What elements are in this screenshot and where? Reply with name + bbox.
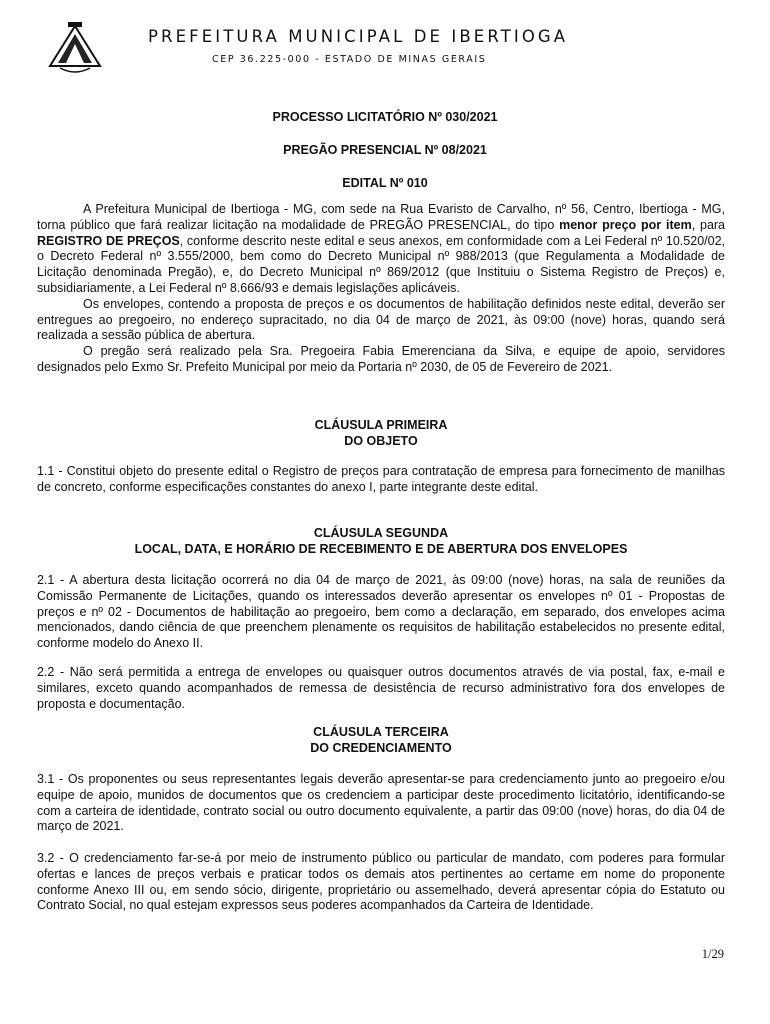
clause-1-paragraph: 1.1 - Constitui objeto do presente edital o Registro de preços para contratação de empresa para fornecimento de manilhas de concreto, conforme especificações constantes do anexo I, parte integrante deste edital. bbox=[37, 464, 725, 494]
bold-criterion: menor preço por item bbox=[559, 217, 692, 232]
clause-3-heading: CLÁUSULA TERCEIRA DO CREDENCIAMENTO bbox=[310, 725, 452, 755]
bold-registro: REGISTRO DE PREÇOS bbox=[37, 233, 180, 248]
clause-3-paragraph-1: 3.1 - Os proponentes ou seus representantes legais deverão apresentar-se para credenciamento junto ao pregoeiro e/ou equipe de apoio, munidos de documentos que os credenciem a participar deste procedimento licitatório, identificando-se com a carteira de identidade, contrato social ou outro documento equivalente, a partir das 09:00 (nove) horas, do dia 04 de março de 2021. bbox=[37, 772, 725, 834]
clause-1-heading: CLÁUSULA PRIMEIRA DO OBJETO bbox=[314, 418, 448, 448]
page-number: 1/29 bbox=[701, 947, 724, 961]
clause-3-paragraph-2: 3.2 - O credenciamento far-se-á por meio de instrumento público ou particular de mandato, com poderes para formular ofertas e lances de preços verbais e praticar todos os demais atos pertinentes ao certame em nome do proponente conforme Anexo III ou, em sendo sócio, dirigente, proprietário ou assemelhado, deverá apresentar cópia do Estatuto ou Contrato Social, no qual estejam expressos seus poderes acompanhados da Carteira de Identidade. bbox=[37, 851, 725, 913]
clause-2-paragraph-1: 2.1 - A abertura desta licitação ocorrerá no dia 04 de março de 2021, às 09:00 (nove) horas, na sala de reuniões da Comissão Permanente de Licitações, quando os interessados deverão apresentar os envelopes nº 01 - Propostas de preços e nº 02 - Documentos de habilitação ao pregoeiro, bem como a declaração, em separado, dos envelopes acima mencionados, dando ciência de que preenchem plenamente os requisitos de habilitação estabelecidos no presente edital, conforme modelo do Anexo II. bbox=[37, 573, 725, 651]
municipality-subtitle: CEP 36.225-000 - ESTADO DE MINAS GERAIS bbox=[212, 54, 487, 65]
process-number: PROCESSO LICITATÓRIO Nº 030/2021 bbox=[272, 110, 498, 124]
intro-paragraph-1: A Prefeitura Municipal de Ibertioga - MG, com sede na Rua Evaristo de Carvalho, nº 56, Centro, Ibertioga - MG, torna público que fará realizar licitação na modalidade de PREGÃO PRESENCIAL, do tipo menor preço por item, para REGISTRO DE PREÇOS, conforme descrito neste edital e seus anexos, em conformidade com a Lei Federal nº 10.520/02, o Decreto Federal nº 3.555/2000, bem como do Decreto Municipal nº 988/2013 (que Regulamenta a Modalidade de Licitação denominada Pregão), e, do Decreto Municipal nº 869/2012 (que Instituiu o Sistema Registro de Preços) e, subsidiariamente, a Lei Federal nº 8.666/93 e demais legislações aplicáveis. bbox=[37, 202, 726, 295]
coat-of-arms-icon bbox=[46, 22, 104, 80]
edital-number: EDITAL Nº 010 bbox=[342, 176, 428, 190]
intro-section bbox=[37, 202, 725, 376]
intro-paragraph-2: Os envelopes, contendo a proposta de preços e os documentos de habilitação definidos neste edital, deverão ser entregues ao pregoeiro, no endereço supracitado, no dia 04 de março de 2021, às 09:00 (nove) horas, quando será realizada a sessão pública de abertura. bbox=[37, 296, 725, 343]
pregao-number: PREGÃO PRESENCIAL Nº 08/2021 bbox=[283, 143, 487, 157]
clause-2-heading: CLÁUSULA SEGUNDA LOCAL, DATA, E HORÁRIO DE RECEBIMENTO E DE ABERTURA DOS ENVELOPES bbox=[134, 526, 628, 556]
intro-paragraph-3: O pregão será realizado pela Sra. Pregoeira Fabia Emerenciana da Silva, e equipe de apoio, servidores designados pelo Exmo Sr. Prefeito Municipal por meio da Portaria nº 2030, de 05 de Fevereiro de 2021. bbox=[37, 344, 725, 374]
clause-2-paragraph-2: 2.2 - Não será permitida a entrega de envelopes ou quaisquer outros documentos através de via postal, fax, e-mail e similares, exceto quando acompanhados de remessa de desistência de recurso administrativo fora dos envelopes de proposta e documentação. bbox=[37, 665, 725, 711]
municipality-title: PREFEITURA MUNICIPAL DE IBERTIOGA bbox=[148, 27, 569, 46]
